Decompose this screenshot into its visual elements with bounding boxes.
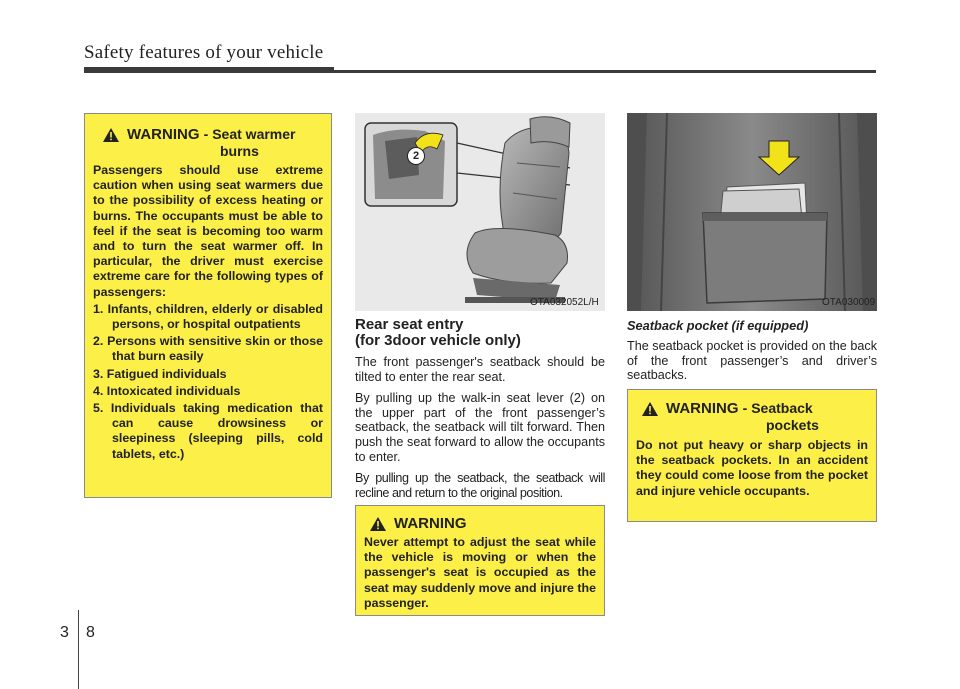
warning-title-line2: burns <box>220 143 259 159</box>
warning-list-item: 4. Intoxicated individuals <box>93 383 241 398</box>
warning-triangle-icon <box>370 517 386 531</box>
warning-list-item: 1. Infants, children, elderly or disabled persons, or hospital outpatients <box>93 301 323 332</box>
warning-adjust-heading <box>364 515 596 532</box>
warning-label: WARNING <box>666 400 739 417</box>
rear-seat-entry-heading: Rear seat entry <box>355 316 464 333</box>
seat-lever-illustration <box>355 113 605 311</box>
warning-pockets-text: Do not put heavy or sharp objects in the seatback pockets. In an accident they could come loose from the pocket and injure vehicle occupants. <box>636 438 868 498</box>
seatback-pocket-section <box>627 318 877 390</box>
figure-caption-seat: OTA032052L/H <box>530 297 599 308</box>
header-rule <box>84 70 876 73</box>
seat-illustration-svg <box>355 113 605 311</box>
page-number-divider <box>78 610 79 689</box>
warning-list-item: 2. Persons with sensitive skin or those that burn easily <box>93 334 323 364</box>
rear-seat-entry-subheading: (for 3door vehicle only) <box>355 332 521 349</box>
seatback-pocket-illustration <box>627 113 877 311</box>
warning-list <box>93 302 323 462</box>
warning-triangle-icon <box>103 128 119 142</box>
pocket-illustration-svg <box>627 113 877 311</box>
rear-seat-entry-para2: By pulling up the walk-in seat lever (2) on the upper part of the front passenger’s seatback, the seatback will tilt forward. Then push the seat forward to allow the occupants to enter. <box>355 391 605 464</box>
warning-title-line2: pockets <box>766 417 819 433</box>
warning-pockets-heading <box>636 400 868 433</box>
figure-caption-pocket: OTA030009 <box>822 297 876 308</box>
page-number: 8 <box>86 624 95 641</box>
warning-title: - Seatback <box>742 400 813 416</box>
rear-seat-entry-para1: The front passenger's seatback should be tilted to enter the rear seat. <box>355 355 605 384</box>
warning-seat-warmer-body <box>93 163 323 462</box>
chapter-number: 3 <box>60 624 69 641</box>
warning-adjust-seat-box <box>355 505 605 616</box>
warning-seat-warmer-box <box>84 113 332 498</box>
warning-triangle-icon <box>642 402 658 416</box>
warning-seat-warmer-heading <box>93 126 323 159</box>
callout-number-badge: 2 <box>407 147 425 165</box>
rear-seat-entry-para3: By pulling up the seatback, the seatback will recline and return to the original position. <box>355 471 605 500</box>
warning-seatback-pockets-box <box>627 389 877 522</box>
warning-adjust-text: Never attempt to adjust the seat while the vehicle is moving or when the passenger's seat is occupied as the seat may suddenly move and injure the passenger. <box>364 535 596 610</box>
page-header-title: Safety features of your vehicle <box>84 42 324 63</box>
seatback-pocket-heading: Seatback pocket (if equipped) <box>627 318 809 333</box>
seatback-pocket-para: The seatback pocket is provided on the back of the front passenger’s and driver’s seatbacks. <box>627 339 877 383</box>
rear-seat-entry-section <box>355 317 605 507</box>
warning-list-item: 3. Fatigued individuals <box>93 366 227 381</box>
warning-list-item: 5. Individuals taking medication that can cause drowsiness or sleepiness (sleeping pills, cold tablets, etc.) <box>93 401 323 461</box>
warning-label: WARNING <box>127 126 200 143</box>
warning-title: - Seat warmer <box>203 126 296 142</box>
warning-label: WARNING <box>394 515 467 532</box>
warning-intro: Passengers should use extreme caution when using seat warmers due to the possibility of excess heating or burns. The occupants must be able to feel if the seat is becoming too warm and to turn the seat warmer off. In particular, the driver must exercise extreme care for the following types of passengers: <box>93 163 323 299</box>
